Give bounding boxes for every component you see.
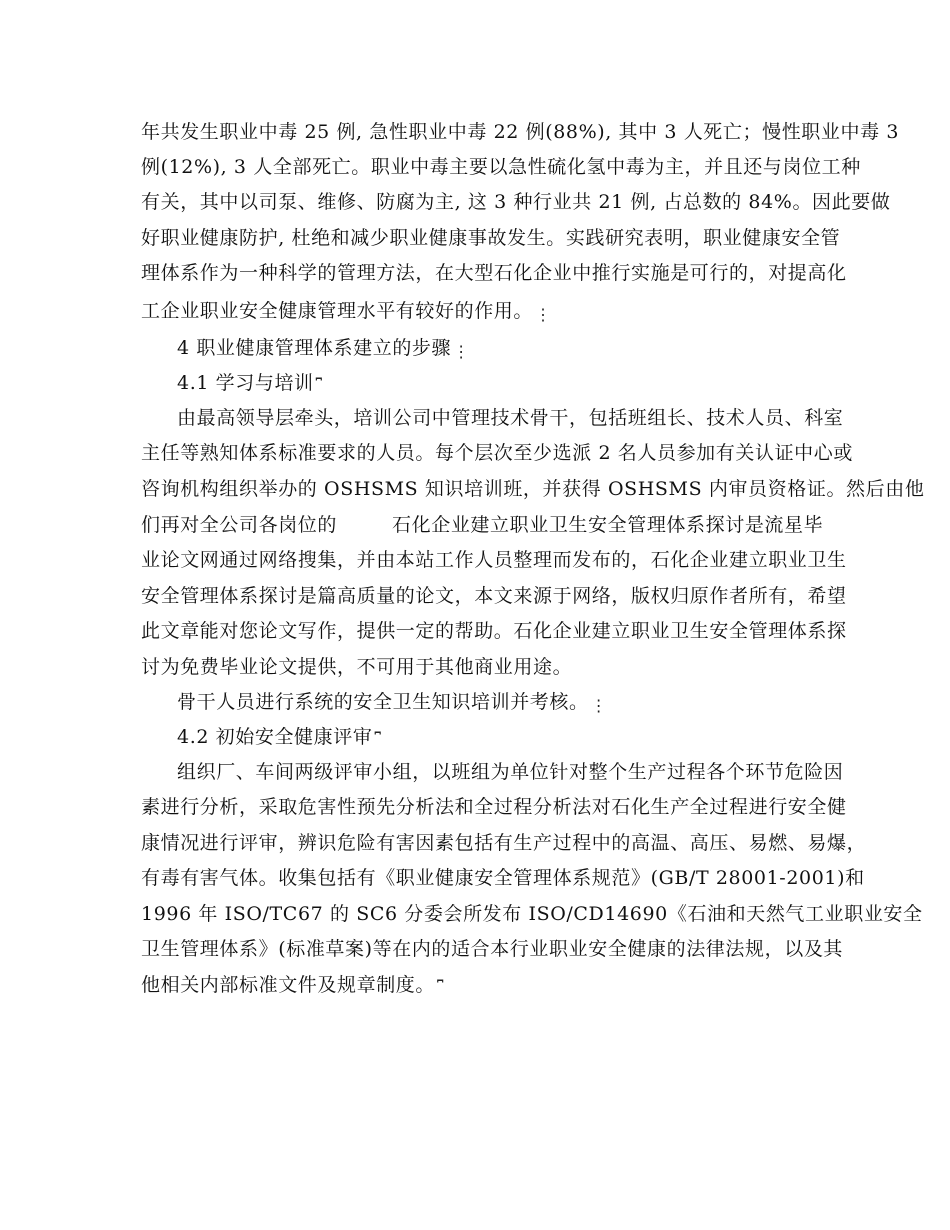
text-line: 他相关内部标准文件及规章制度。 ⎴ bbox=[141, 974, 445, 998]
paragraph-mark: ⋮ bbox=[535, 305, 552, 324]
section-heading: 4 职业健康管理体系建立的步骤 ⋮ bbox=[177, 337, 470, 361]
text-line: 业论文网通过网络搜集，并由本站工作人员整理而发布的，石化企业建立职业卫生 bbox=[141, 549, 847, 571]
text-line: 例(12%), 3 人全部死亡。职业中毒主要以急性硫化氢中毒为主，并且还与岗位工种 bbox=[141, 156, 861, 178]
text-line: 康情况进行评审，辨识危险有害因素包括有生产过程中的高温、高压、易燃、易爆， bbox=[141, 832, 867, 854]
text-line: 讨为免费毕业论文提供，不可用于其他商业用途。 bbox=[141, 656, 573, 678]
text-line: 有毒有害气体。收集包括有《职业健康安全管理体系规范》(GB/T 28001-2001)和 bbox=[141, 867, 865, 889]
text-line: 组织厂、车间两级评审小组，以班组为单位针对整个生产过程各个环节危险因 bbox=[177, 761, 844, 783]
text-line: 年共发生职业中毒 25 例, 急性职业中毒 22 例(88%), 其中 3 人死亡；慢性职业中毒 3 bbox=[141, 121, 900, 143]
text-line: 主任等熟知体系标准要求的人员。每个层次至少选派 2 名人员参加有关认证中心或 bbox=[141, 442, 853, 464]
text-line: 卫生管理体系》(标准草案)等在内的适合本行业职业安全健康的法律法规，以及其 bbox=[141, 938, 844, 960]
paragraph-mark: ⋮ bbox=[590, 696, 608, 715]
text-line: 由最高领导层牵头，培训公司中管理技术骨干，包括班组长、技术人员、科室 bbox=[177, 407, 844, 429]
text-line: 们再对全公司各岗位的 石化企业建立职业卫生安全管理体系探讨是流星毕 bbox=[141, 514, 824, 536]
text-line: 1996 年 ISO/TC67 的 SC6 分委会所发布 ISO/CD14690《石油和天然气工业职业安全 bbox=[141, 903, 923, 925]
text-line: 好职业健康防护, 杜绝和减少职业健康事故发生。实践研究表明，职业健康安全管 bbox=[141, 227, 841, 249]
text-line: 安全管理体系探讨是篇高质量的论文，本文来源于网络，版权归原作者所有，希望 bbox=[141, 585, 847, 607]
paragraph-mark: ⎴ bbox=[374, 731, 382, 750]
paragraph-mark: ⎴ bbox=[437, 979, 445, 998]
text-line: 工企业职业安全健康管理水平有较好的作用。 ⋮ bbox=[141, 300, 552, 324]
text-line: 此文章能对您论文写作，提供一定的帮助。石化企业建立职业卫生安全管理体系探 bbox=[141, 620, 847, 642]
subsection-heading: 4.1 学习与培训 ⎴ bbox=[177, 372, 323, 396]
subsection-heading: 4.2 初始安全健康评审 ⎴ bbox=[177, 726, 382, 750]
paragraph-mark: ⎴ bbox=[315, 377, 323, 396]
text-line: 骨干人员进行系统的安全卫生知识培训并考核。 ⋮ bbox=[177, 691, 608, 715]
text-line: 有关，其中以司泵、维修、防腐为主, 这 3 种行业共 21 例, 占总数的 84%。因此要做 bbox=[141, 191, 891, 213]
text-line: 理体系作为一种科学的管理方法，在大型石化企业中推行实施是可行的，对提高化 bbox=[141, 262, 847, 284]
paragraph-mark: ⋮ bbox=[453, 342, 470, 361]
text-line: 咨询机构组织举办的 OSHSMS 知识培训班，并获得 OSHSMS 内审员资格证。然后由他 bbox=[141, 478, 925, 500]
text-line: 素进行分析，采取危害性预先分析法和全过程分析法对石化生产全过程进行安全健 bbox=[141, 796, 847, 818]
